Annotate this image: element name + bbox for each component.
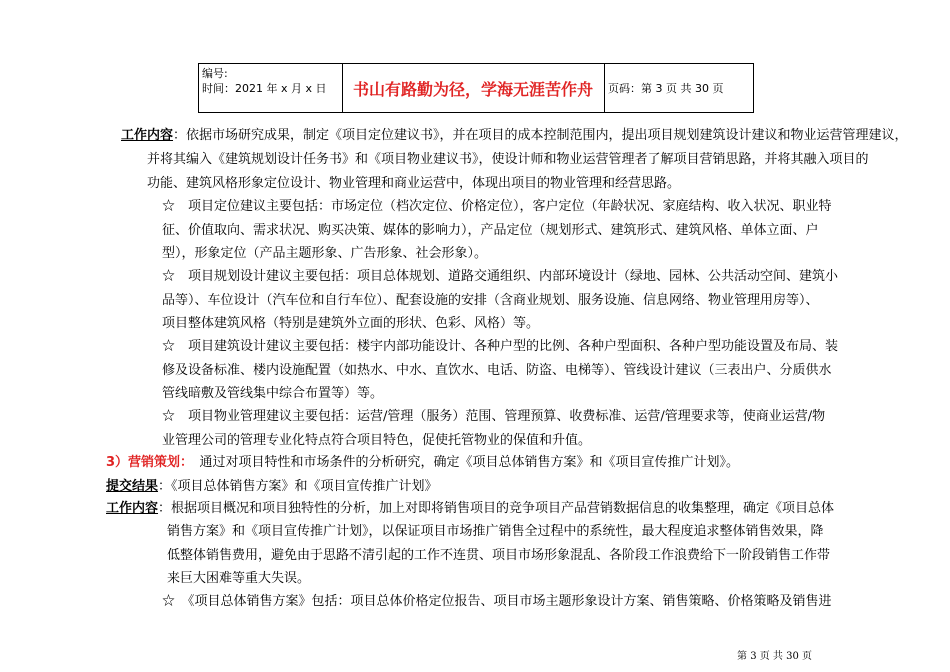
submit-text: ：《项目总体销售方案》和《项目宣传推广计划》 [158, 479, 438, 494]
header-border-left [198, 64, 199, 112]
page-footer: 第 3 页 共 30 页 [737, 651, 812, 662]
header-border-right [753, 64, 754, 112]
section2-line-3: 低整体销售费用，避免由于思路不清引起的工作不连贯、项目市场形象混乱、各阶段工作浪费给下一阶段销售工作带 [167, 548, 831, 563]
section1-line-1 [121, 127, 908, 145]
bullet-position-line-1: ☆ 项目定位建议主要包括：市场定位（档次定位、价格定位），客户定位（年龄状况、家庭结构、收入状况、职业特 [162, 199, 832, 214]
header-motto: 书山有路勤为径，学海无涯苦作舟 [352, 79, 593, 99]
section1-line-2: 并将其编入《建筑规划设计任务书》和《项目物业建议书》，使设计师和物业运营管理者了解项目营销思路，并将其融入项目的 [147, 152, 869, 167]
bullet-property-line-2: 业管理公司的管理专业化特点符合项目特色，促使托管物业的保值和升值。 [162, 433, 592, 448]
marketing-text: 通过对项目特性和市场条件的分析研究，确定《项目总体销售方案》和《项目宣传推广计划》。 [186, 455, 740, 470]
section2-text-1: ：根据项目概况和项目独特性的分析，加上对即将销售项目的竞争项目产品营销数据信息的收集整理，确定《项目总体 [158, 501, 835, 516]
marketing-line [106, 454, 739, 472]
bullet-building-line-1: ☆ 项目建筑设计建议主要包括：楼宇内部功能设计、各种户型的比例、各种户型面积、各种户型功能设置及布局、装 [162, 339, 839, 354]
section2-label: 工作内容 [106, 501, 159, 516]
submit-line [106, 478, 438, 496]
section2-line-1 [106, 500, 834, 518]
bullet-position-line-2: 征、价值取向、需求状况、购买决策、媒体的影响力），产品定位（规划形式、建筑形式、建筑风格、单体立面、户 [162, 223, 819, 238]
section1-line-3: 功能、建筑风格形象定位设计、物业管理和商业运营中，体现出项目的物业管理和经营思路。 [147, 176, 681, 191]
section2-line-2: 销售方案》和《项目宣传推广计划》，以保证项目市场推广销售全过程中的系统性，最大程度追求整体销售效果，降 [167, 524, 824, 539]
bullet-sales-plan-line-1: ☆ 《项目总体销售方案》包括：项目总体价格定位报告、项目市场主题形象设计方案、销售策略、价格策略及销售进 [162, 594, 832, 609]
section2-line-4: 来巨大困难等重大失误。 [167, 571, 311, 586]
header-left-cell [202, 66, 327, 96]
header-table [198, 63, 754, 113]
bullet-building-line-3: 管线暗敷及管线集中综合布置等）等。 [162, 386, 384, 401]
header-divider-2 [604, 64, 605, 112]
header-page-info: 页码：第 3 页 共 30 页 [608, 82, 724, 95]
marketing-label: 3）营销策划： [106, 455, 187, 470]
bullet-planning-line-2: 品等）、车位设计（汽车位和自行车位）、配套设施的安排（含商业规划、服务设施、信息网络、物业管理用房等）、 [162, 293, 819, 308]
bullet-building-line-2: 修及设备标准、楼内设施配置（如热水、中水、直饮水、电话、防盗、电梯等）、管线设计建议（三表出户、分质供水 [162, 363, 832, 378]
section1-label: 工作内容 [121, 128, 174, 143]
bullet-property-line-1: ☆ 项目物业管理建议主要包括：运营/管理（服务）范围、管理预算、收费标准、运营/管理要求等，使商业运营/物 [162, 409, 826, 424]
bullet-position-line-3: 型），形象定位（产品主题形象、广告形象、社会形象）。 [162, 246, 488, 261]
bullet-planning-line-1: ☆ 项目规划设计建议主要包括：项目总体规划、道路交通组织、内部环境设计（绿地、园林、公共活动空间、建筑小 [162, 269, 839, 284]
header-number-label: 编号: [202, 67, 228, 80]
section1-text-1: ：依据市场研究成果，制定《项目定位建议书》，并在项目的成本控制范围内，提出项目规划建筑设计建议和物业运营管理建议， [173, 128, 908, 143]
bullet-planning-line-3: 项目整体建筑风格（特别是建筑外立面的形状、色彩、风格）等。 [162, 316, 540, 331]
header-time-label: 时间：2021 年 x 月 x 日 [202, 82, 327, 95]
submit-label: 提交结果 [106, 479, 159, 494]
